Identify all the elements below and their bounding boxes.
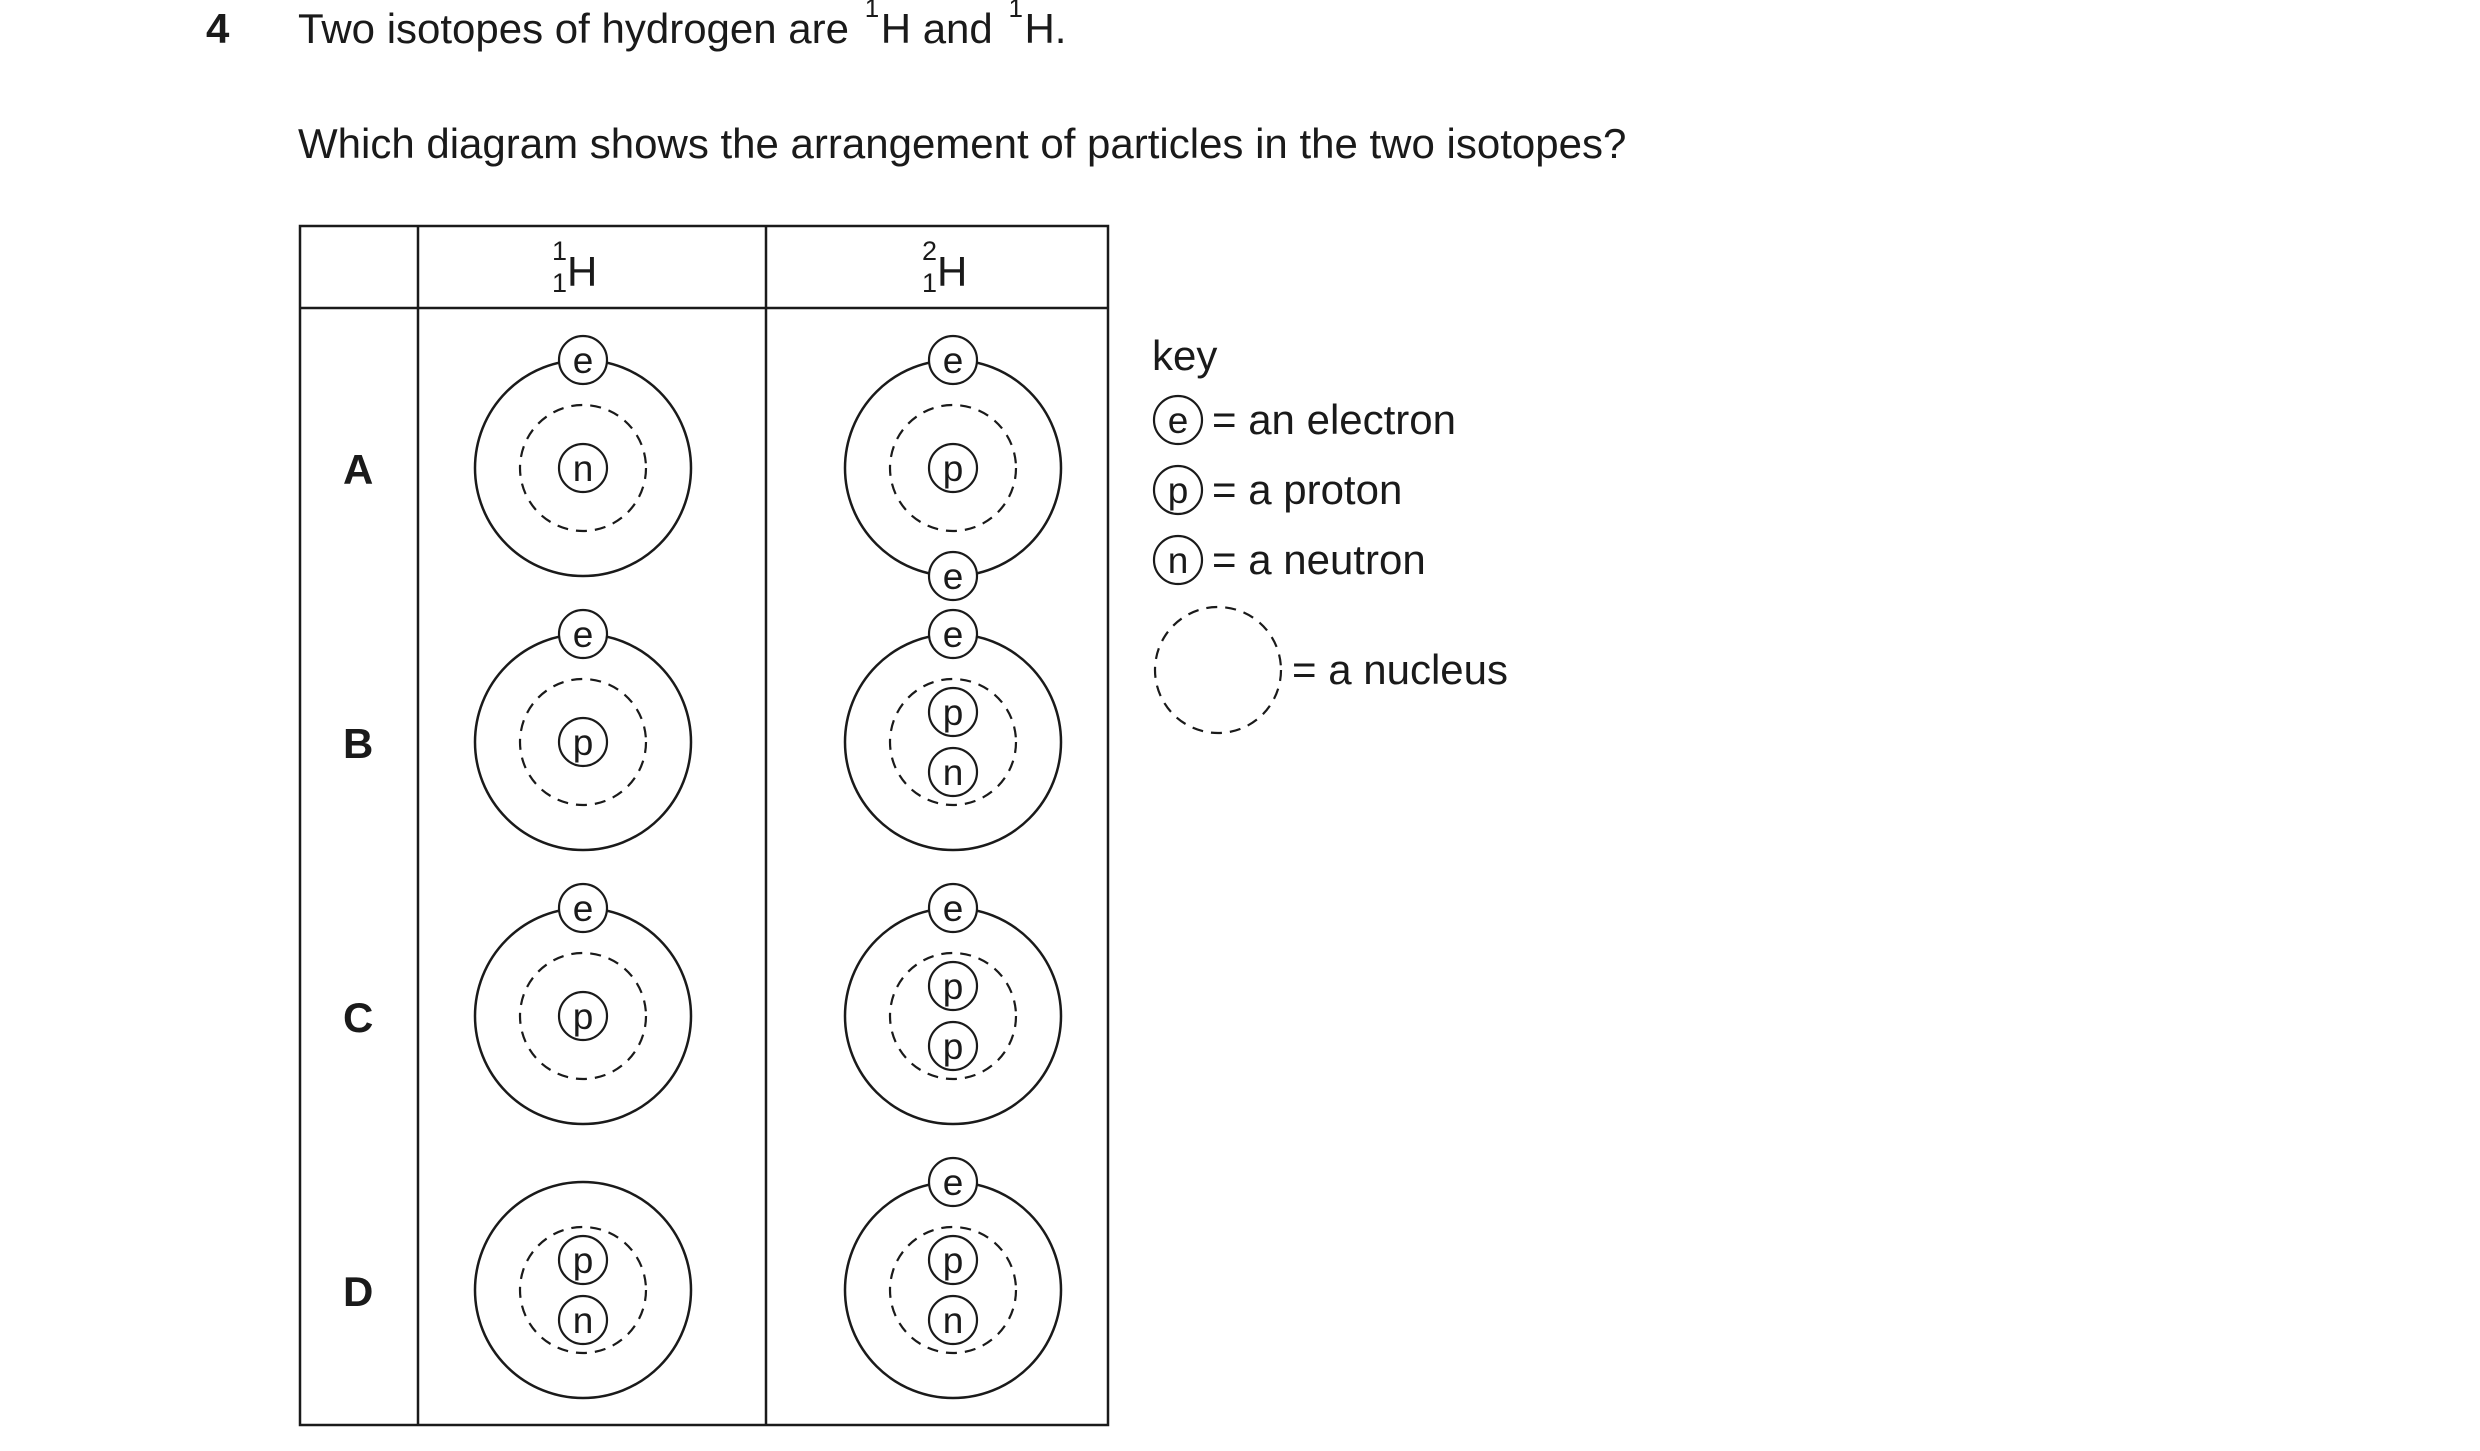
- key-electron-swatch-symbol: e: [1167, 400, 1189, 441]
- question-number: 4: [206, 5, 230, 52]
- atom-d-h2: [845, 1158, 1061, 1398]
- key-item-electron: [1154, 396, 1456, 444]
- question-text-and: and: [922, 5, 993, 52]
- row-label-b: B: [343, 720, 374, 767]
- key-nucleus-swatch: [1155, 607, 1281, 733]
- proton-1: [929, 962, 977, 1010]
- key-proton-swatch-symbol: p: [1167, 470, 1189, 511]
- neutron-2-symbol: n: [942, 752, 964, 793]
- proton-1-symbol: p: [572, 722, 594, 763]
- table-border: [300, 226, 1108, 1425]
- column-header-h1: [552, 236, 597, 298]
- column-header-h2: [922, 236, 967, 298]
- proton-1-symbol: p: [572, 996, 594, 1037]
- electron-1-symbol: e: [942, 340, 964, 381]
- question-text-end: .: [1054, 5, 1067, 52]
- header-h2-symbol: H: [937, 248, 968, 295]
- proton-1: [559, 718, 607, 766]
- electron-shell: [845, 634, 1061, 850]
- atom-c-h2: [845, 884, 1061, 1124]
- atom-d-h1: [475, 1182, 691, 1398]
- electron-1-symbol: e: [942, 888, 964, 929]
- proton-2: [929, 1022, 977, 1070]
- neutron-1-symbol: n: [572, 448, 594, 489]
- proton-2-symbol: p: [942, 1026, 964, 1067]
- row-label-a: A: [343, 446, 374, 493]
- key-item-proton: [1154, 466, 1402, 514]
- electron-1-symbol: e: [942, 614, 964, 655]
- atom-diagrams: [475, 336, 1061, 1398]
- atom-a-h1: [475, 336, 691, 576]
- electron-shell: [845, 1182, 1061, 1398]
- electron-1: [929, 884, 977, 932]
- header-h2-atomic: 1: [922, 268, 938, 298]
- proton-1: [929, 444, 977, 492]
- electron-1: [929, 610, 977, 658]
- isotope-h2-symbol: H: [1024, 5, 1055, 52]
- electron-1: [559, 884, 607, 932]
- header-h1-atomic: 1: [552, 268, 568, 298]
- key-proton-label: = a proton: [1212, 466, 1403, 513]
- proton-1-symbol: p: [942, 692, 964, 733]
- question-text-start: Two isotopes of hydrogen are: [298, 5, 850, 52]
- electron-1: [559, 336, 607, 384]
- header-h1-symbol: H: [567, 248, 598, 295]
- table-grid: [300, 226, 1108, 1425]
- key-items: [1154, 396, 1456, 584]
- electron-1: [929, 1158, 977, 1206]
- key-item-neutron: [1154, 536, 1426, 584]
- key-neutron-swatch-symbol: n: [1167, 540, 1189, 581]
- neutron-2: [929, 1296, 977, 1344]
- electron-2: [929, 552, 977, 600]
- neutron-2-symbol: n: [572, 1300, 594, 1341]
- atom-c-h1: [475, 884, 691, 1124]
- key-nucleus-label: = a nucleus: [1292, 646, 1508, 693]
- key-electron-swatch: [1154, 396, 1202, 444]
- key-neutron-swatch: [1154, 536, 1202, 584]
- electron-1: [929, 336, 977, 384]
- neutron-2: [559, 1296, 607, 1344]
- isotope-h2-atomic: 1: [1008, 0, 1023, 23]
- proton-1: [929, 688, 977, 736]
- electron-1-symbol: e: [572, 614, 594, 655]
- electron-shell: [475, 1182, 691, 1398]
- proton-1: [559, 992, 607, 1040]
- proton-1-symbol: p: [572, 1240, 594, 1281]
- proton-1-symbol: p: [942, 448, 964, 489]
- header-h1-mass: 1: [552, 236, 568, 266]
- electron-1-symbol: e: [942, 1162, 964, 1203]
- electron-1-symbol: e: [572, 888, 594, 929]
- neutron-1: [559, 444, 607, 492]
- atom-b-h2: [845, 610, 1061, 850]
- row-label-c: C: [343, 994, 374, 1041]
- proton-1: [559, 1236, 607, 1284]
- isotope-h1-symbol: H: [880, 5, 912, 52]
- isotope-h1-atomic: 1: [864, 0, 880, 23]
- key-neutron-label: = a neutron: [1212, 536, 1426, 583]
- electron-2-symbol: e: [942, 556, 964, 597]
- neutron-2: [929, 748, 977, 796]
- proton-1-symbol: p: [942, 1240, 964, 1281]
- proton-1-symbol: p: [942, 966, 964, 1007]
- key-panel: [1152, 332, 1508, 733]
- key-electron-label: = an electron: [1212, 396, 1457, 443]
- atom-a-h2: [845, 336, 1061, 600]
- neutron-2-symbol: n: [942, 1300, 964, 1341]
- question-prompt: Which diagram shows the arrangement of particles in the two isotopes?: [298, 120, 1627, 167]
- key-title: key: [1152, 332, 1218, 379]
- electron-shell: [845, 908, 1061, 1124]
- electron-1-symbol: e: [572, 340, 594, 381]
- electron-1: [559, 610, 607, 658]
- row-label-d: D: [343, 1268, 374, 1315]
- atom-b-h1: [475, 610, 691, 850]
- proton-1: [929, 1236, 977, 1284]
- key-proton-swatch: [1154, 466, 1202, 514]
- header-h2-mass: 2: [922, 236, 938, 266]
